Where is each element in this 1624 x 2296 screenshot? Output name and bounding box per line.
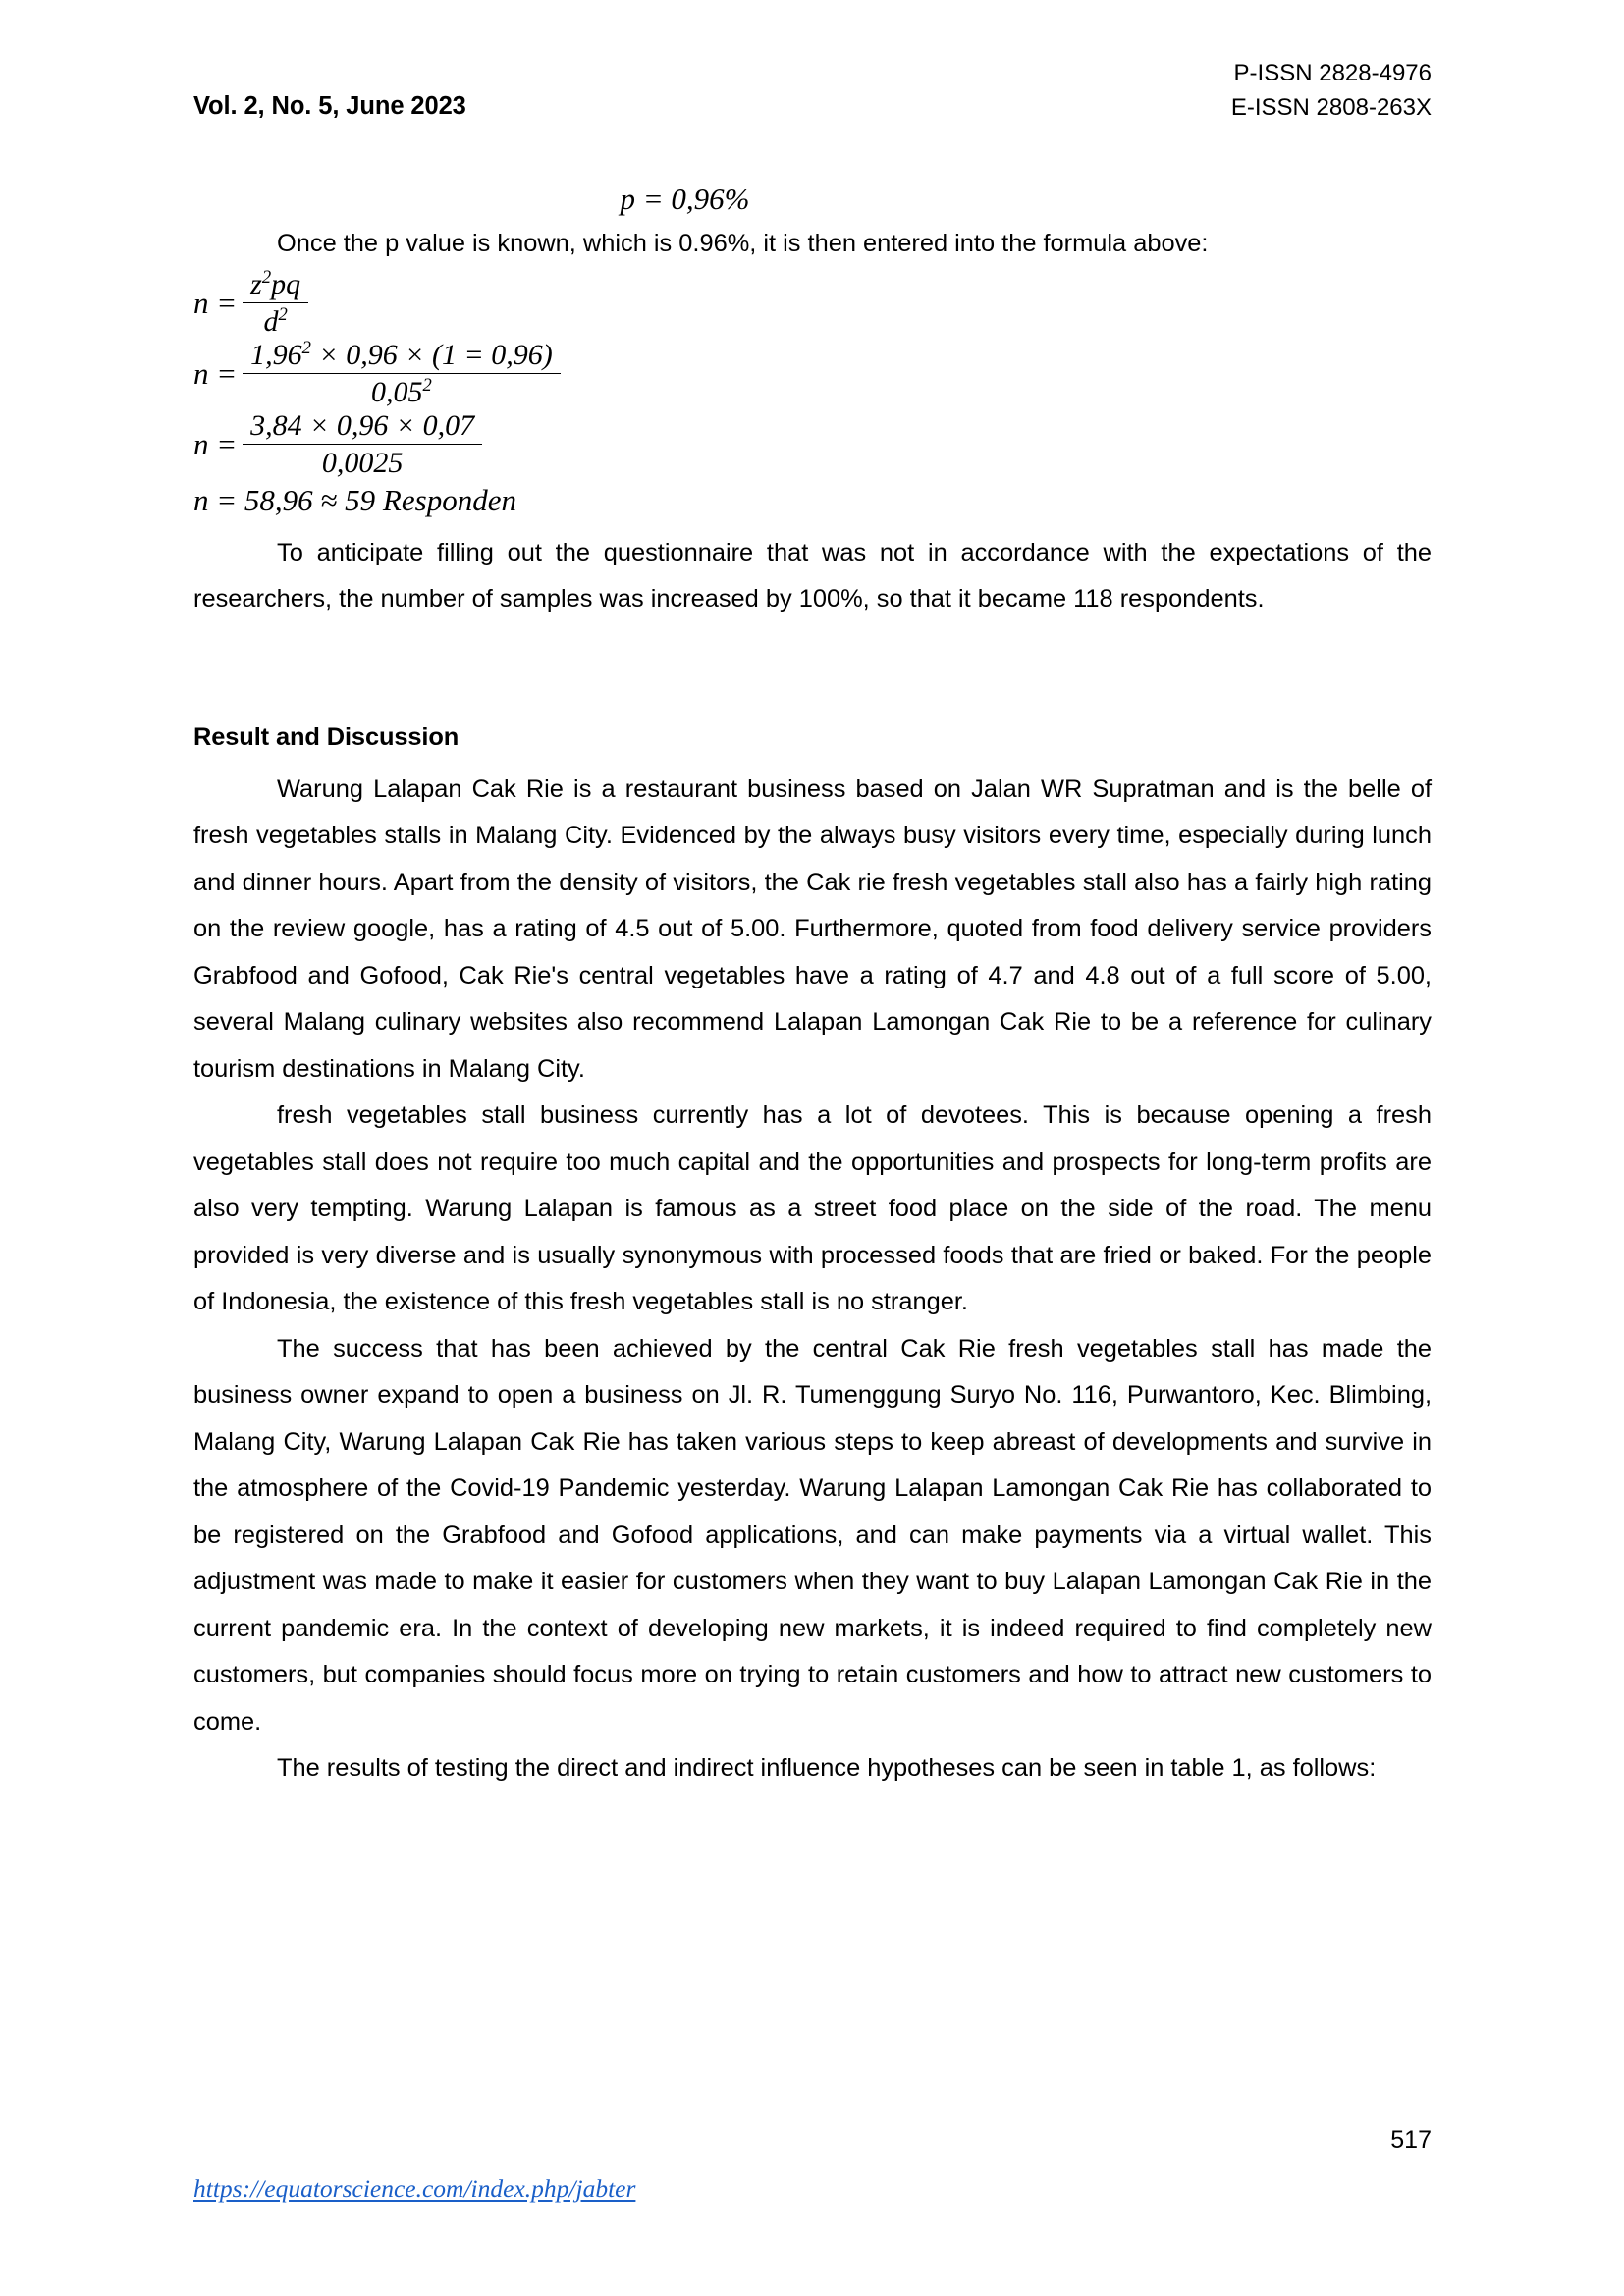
equation-3 [193, 409, 1432, 480]
spacer [193, 757, 1432, 767]
paragraph-market-devotees: fresh vegetables stall business currently has a lot of devotees. This is because opening a fresh vegetables stall does not require too much capital and the opportunities and prospects for long-term profits are also very tempting. Warung Lalapan is famous as a street food place on the side of the road. The menu provided is very diverse and is usually synonymous with processed foods that are fried or baked. For the people of Indonesia, the existence of this fresh vegetables stall is no stranger. [193, 1101, 1432, 1316]
journal-url-link[interactable]: https://equatorscience.com/index.php/jabter [193, 2174, 636, 2203]
equation-1-numerator: $z^2pq$ [250, 266, 301, 300]
e-issn: E-ISSN 2808-263X [1230, 93, 1432, 121]
paragraph-sample-increase: To anticipate filling out the questionnaire that was not in accordance with the expectations of the researchers, the number of samples was increased by 100%, so that it became 118 respondents. [193, 538, 1432, 614]
p-value-expression: p = 0,96% [620, 182, 750, 216]
page-header [193, 57, 1432, 126]
equation-2-lead: n = [193, 355, 238, 391]
page-number: 517 [1390, 2126, 1432, 2154]
spacer [193, 520, 1432, 530]
paragraph-expansion: The success that has been achieved by the central Cak Rie fresh vegetables stall has made the business owner expand to open a business on Jl. R. Tumenggung Suryo No. 116, Purwantoro, Kec. Blimbing, Malang City, Warung Lalapan Cak Rie has taken various steps to keep abreast of developments and survive in the atmosphere of the Covid-19 Pandemic yesterday. Warung Lalapan Lamongan Cak Rie has collaborated to be registered on the Grabfood and Gofood applications, and can make payments via a virtual wallet. This adjustment was made to make it easier for customers when they want to buy Lalapan Lamongan Cak Rie in the current pandemic era. In the context of developing new markets, it is indeed required to find completely new customers, but companies should focus more on trying to retain customers and how to attract new customers to come. [193, 1334, 1432, 1735]
equation-1-denominator: $d^2$ [243, 302, 308, 339]
equation-1 [193, 268, 1432, 339]
equation-2-fraction [243, 339, 561, 409]
equation-1-fraction [243, 268, 308, 339]
spacer-before-heading [193, 623, 1432, 718]
equation-1-lead: n = [193, 285, 238, 320]
paragraph-business-profile: Warung Lalapan Cak Rie is a restaurant business based on Jalan WR Supratman and is the belle of fresh vegetables stalls in Malang City. Evidenced by the always busy visitors every time, especially during lunch and dinner hours. Apart from the density of visitors, the Cak rie fresh vegetables stall also has a fairly high rating on the review google, has a rating of 4.5 out of 5.00. Furthermore, quoted from food delivery service providers Grabfood and Gofood, Cak Rie's central vegetables have a rating of 4.7 and 4.8 out of a full score of 5.00, several Malang culinary websites also recommend Lalapan Lamongan Cak Rie to be a reference for culinary tourism destinations in Malang City. [193, 774, 1432, 1083]
equation-3-fraction [243, 409, 482, 480]
formula-intro-text: Once the p value is known, which is 0.96%, it is then entered into the formula above: [277, 230, 1209, 257]
section-heading-result-and-discussion: Result and Discussion [193, 722, 460, 751]
volume-info: Vol. 2, No. 5, June 2023 [193, 92, 466, 121]
equation-3-numerator: 3,84 × 0,96 × 0,07 [250, 408, 475, 442]
p-issn: P-ISSN 2828-4976 [1233, 60, 1432, 86]
equation-4-result: n = 58,96 ≈ 59 Responden [193, 483, 516, 518]
equation-2-denominator: 0,05$^2$ [243, 373, 561, 409]
equation-3-denominator: 0,0025 [243, 444, 482, 480]
issn-block [1231, 57, 1432, 126]
equation-2 [193, 339, 1432, 409]
paragraph-table-intro: The results of testing the direct and indirect influence hypotheses can be seen in table 1, as follows: [277, 1754, 1377, 1783]
equation-2-numerator: $1,96^2 \times 0,96 \times (1 = 0,96)$ [250, 337, 553, 371]
page-content [193, 182, 1432, 1792]
equation-p-value [193, 182, 1432, 217]
equation-3-lead: n = [193, 426, 238, 461]
